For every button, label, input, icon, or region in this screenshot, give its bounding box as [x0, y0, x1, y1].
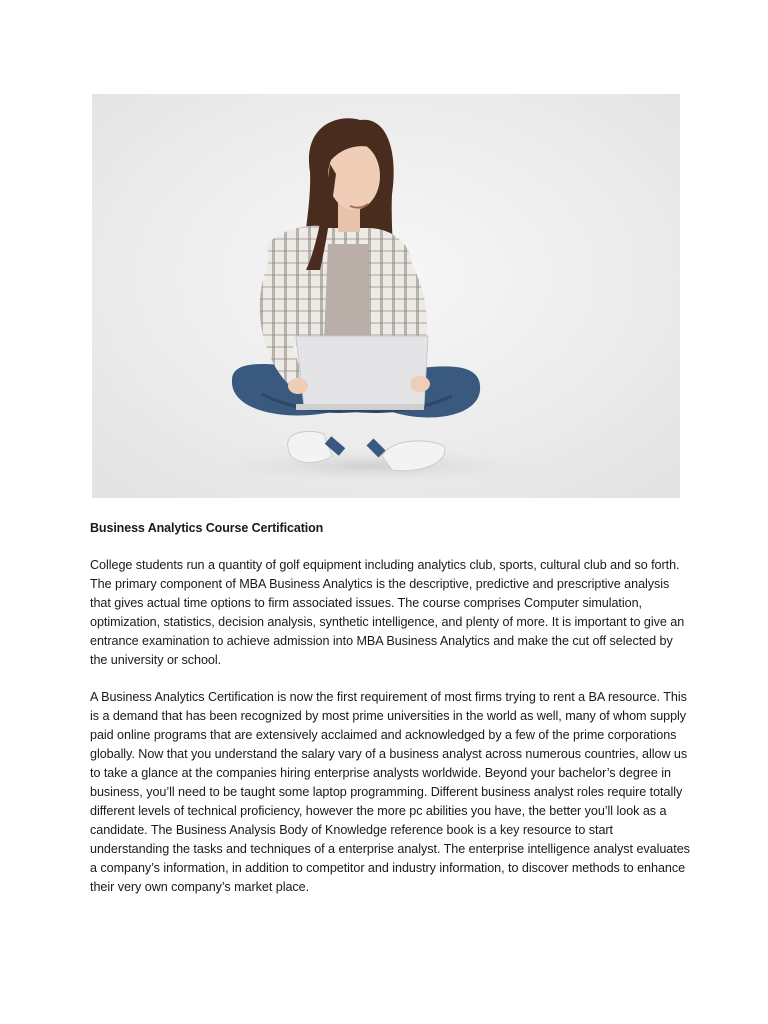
woman-with-laptop-illustration	[92, 94, 680, 498]
article-paragraph-2: A Business Analytics Certification is now the first requirement of most firms trying to rent a BA resource. This is a demand that has been recognized by most prime universities in the world as well, many of whom supply paid online programs that are extensively acclaimed and acknowledged by a few of the prime corporations globally. Now that you understand the salary vary of a business analyst across numerous countries, allow us to take a glance at the companies hiring enterprise analysts worldwide. Beyond your bachelor’s degree in business, you’ll need to be taught some laptop programming. Different business analyst roles require totally different levels of technical proficiency, however the more pc abilities you have, the better you’ll look as a candidate. The Business Analysis Body of Knowledge reference book is a key resource to start understanding the tasks and techniques of a enterprise analyst. The enterprise intelligence analyst evaluates a company’s information, in addition to competitor and industry information, to discover methods to enhance their very own company’s market place.	[90, 690, 690, 894]
hero-photo	[92, 94, 680, 498]
article-paragraph-1: College students run a quantity of golf equipment including analytics club, sports, cultural club and so forth. The primary component of MBA Business Analytics is the descriptive, predictive and prescriptive analysis that gives actual time options to firm associated issues. The course comprises Computer simulation, optimization, statistics, decision analysis, synthetic intelligence, and plenty of more. It is important to give an entrance examination to achieve admission into MBA Business Analytics and make the cut off selected by the university or school.	[90, 558, 685, 667]
article-heading: Business Analytics Course Certification	[90, 521, 324, 535]
